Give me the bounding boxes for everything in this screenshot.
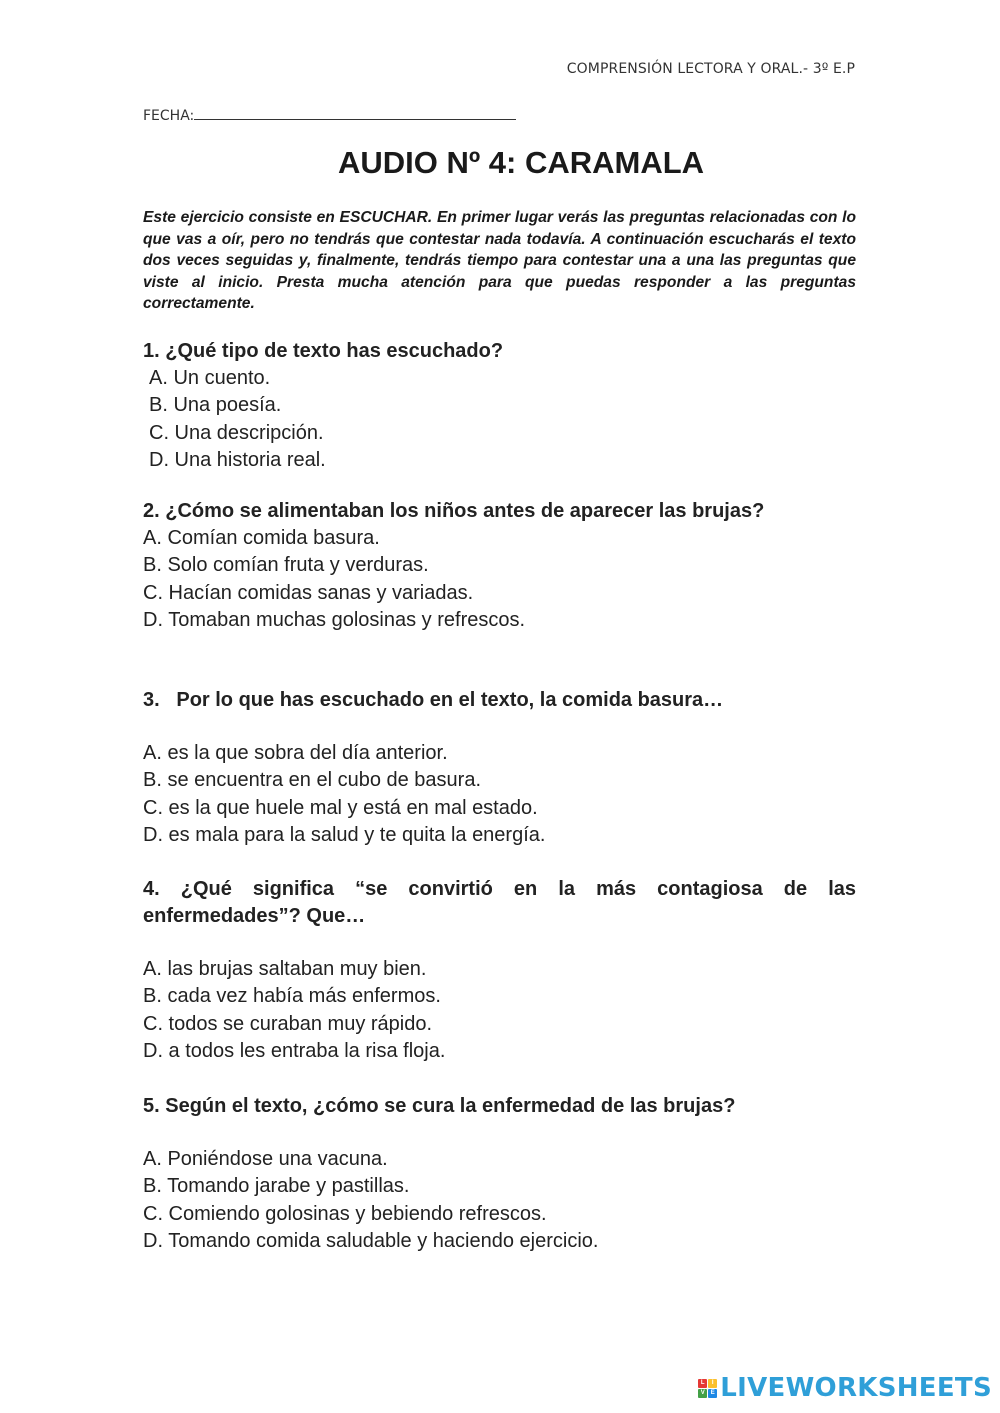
option-2c[interactable]: C. Hacían comidas sanas y variadas. (143, 581, 474, 604)
date-field (143, 105, 516, 124)
question-2 (143, 498, 856, 634)
option-3a[interactable]: A. es la que sobra del día anterior. (143, 742, 448, 764)
liveworksheets-mark-icon (698, 1379, 717, 1398)
option-4d[interactable]: D. a todos les entraba la risa floja. (143, 1039, 446, 1062)
logo-mark-cell: I (708, 1379, 717, 1388)
option-1c[interactable]: C. Una descripción. (149, 421, 324, 444)
option-5c[interactable]: C. Comiendo golosinas y bebiendo refrescos. (143, 1202, 547, 1225)
option-5a[interactable]: A. Poniéndose una vacuna. (143, 1148, 388, 1170)
option-3b[interactable]: B. se encuentra en el cubo de basura. (143, 769, 482, 792)
question-4-text: 4. ¿Qué significa “se convirtió en la más contagiosa de las enfermedades”? Que… (143, 878, 856, 927)
date-label: FECHA: (143, 108, 195, 124)
subject-header: COMPRENSIÓN LECTORA Y ORAL.- 3º E.P (566, 61, 855, 77)
question-5 (143, 1093, 856, 1255)
question-5-text: 5. Según el texto, ¿cómo se cura la enfermedad de las brujas? (143, 1095, 736, 1117)
question-1-text: 1. ¿Qué tipo de texto has escuchado? (143, 340, 504, 362)
question-2-options (143, 525, 856, 634)
question-5-options (143, 1146, 856, 1255)
option-1b[interactable]: B. Una poesía. (149, 394, 282, 417)
liveworksheets-logo (698, 1373, 992, 1403)
option-4b[interactable]: B. cada vez había más enfermos. (143, 985, 441, 1008)
question-3-text: 3. Por lo que has escuchado en el texto, la comida basura… (143, 689, 724, 711)
instructions-paragraph: Este ejercicio consiste en ESCUCHAR. En primer lugar verás las preguntas relacionadas con lo que vas a oír, pero no tendrás que contestar nada todavía. A continuación escucharás el texto dos veces seguidas y, finalmente, tendrás tiempo para contestar una a una las preguntas que viste al inicio. Presta mucha atención para que puedas responder a las preguntas correctamente. (143, 209, 856, 312)
logo-mark-cell: L (698, 1379, 707, 1388)
option-5b[interactable]: B. Tomando jarabe y pastillas. (143, 1175, 410, 1198)
option-3d[interactable]: D. es mala para la salud y te quita la energía. (143, 823, 546, 846)
question-4 (143, 876, 856, 1065)
option-4c[interactable]: C. todos se curaban muy rápido. (143, 1012, 433, 1035)
option-1a[interactable]: A. Un cuento. (149, 367, 271, 389)
option-2b[interactable]: B. Solo comían fruta y verduras. (143, 554, 429, 577)
option-1d[interactable]: D. Una historia real. (149, 448, 326, 471)
question-4-options (143, 956, 856, 1065)
page-title: AUDIO Nº 4: CARAMALA (337, 145, 705, 180)
option-2d[interactable]: D. Tomaban muchas golosinas y refrescos. (143, 608, 526, 631)
logo-mark-cell: E (708, 1389, 717, 1398)
question-1 (143, 338, 856, 474)
option-4a[interactable]: A. las brujas saltaban muy bien. (143, 958, 427, 980)
date-blank-line[interactable] (194, 105, 516, 120)
option-5d[interactable]: D. Tomando comida saludable y haciendo ejercicio. (143, 1229, 599, 1252)
logo-mark-cell: V (698, 1389, 707, 1398)
question-3 (143, 687, 856, 849)
option-3c[interactable]: C. es la que huele mal y está en mal estado. (143, 796, 538, 819)
question-2-text: 2. ¿Cómo se alimentaban los niños antes de aparecer las brujas? (143, 500, 765, 522)
liveworksheets-wordmark: LIVEWORKSHEETS (720, 1373, 992, 1403)
option-2a[interactable]: A. Comían comida basura. (143, 527, 380, 549)
question-3-options (143, 740, 856, 849)
question-1-options (143, 365, 856, 474)
